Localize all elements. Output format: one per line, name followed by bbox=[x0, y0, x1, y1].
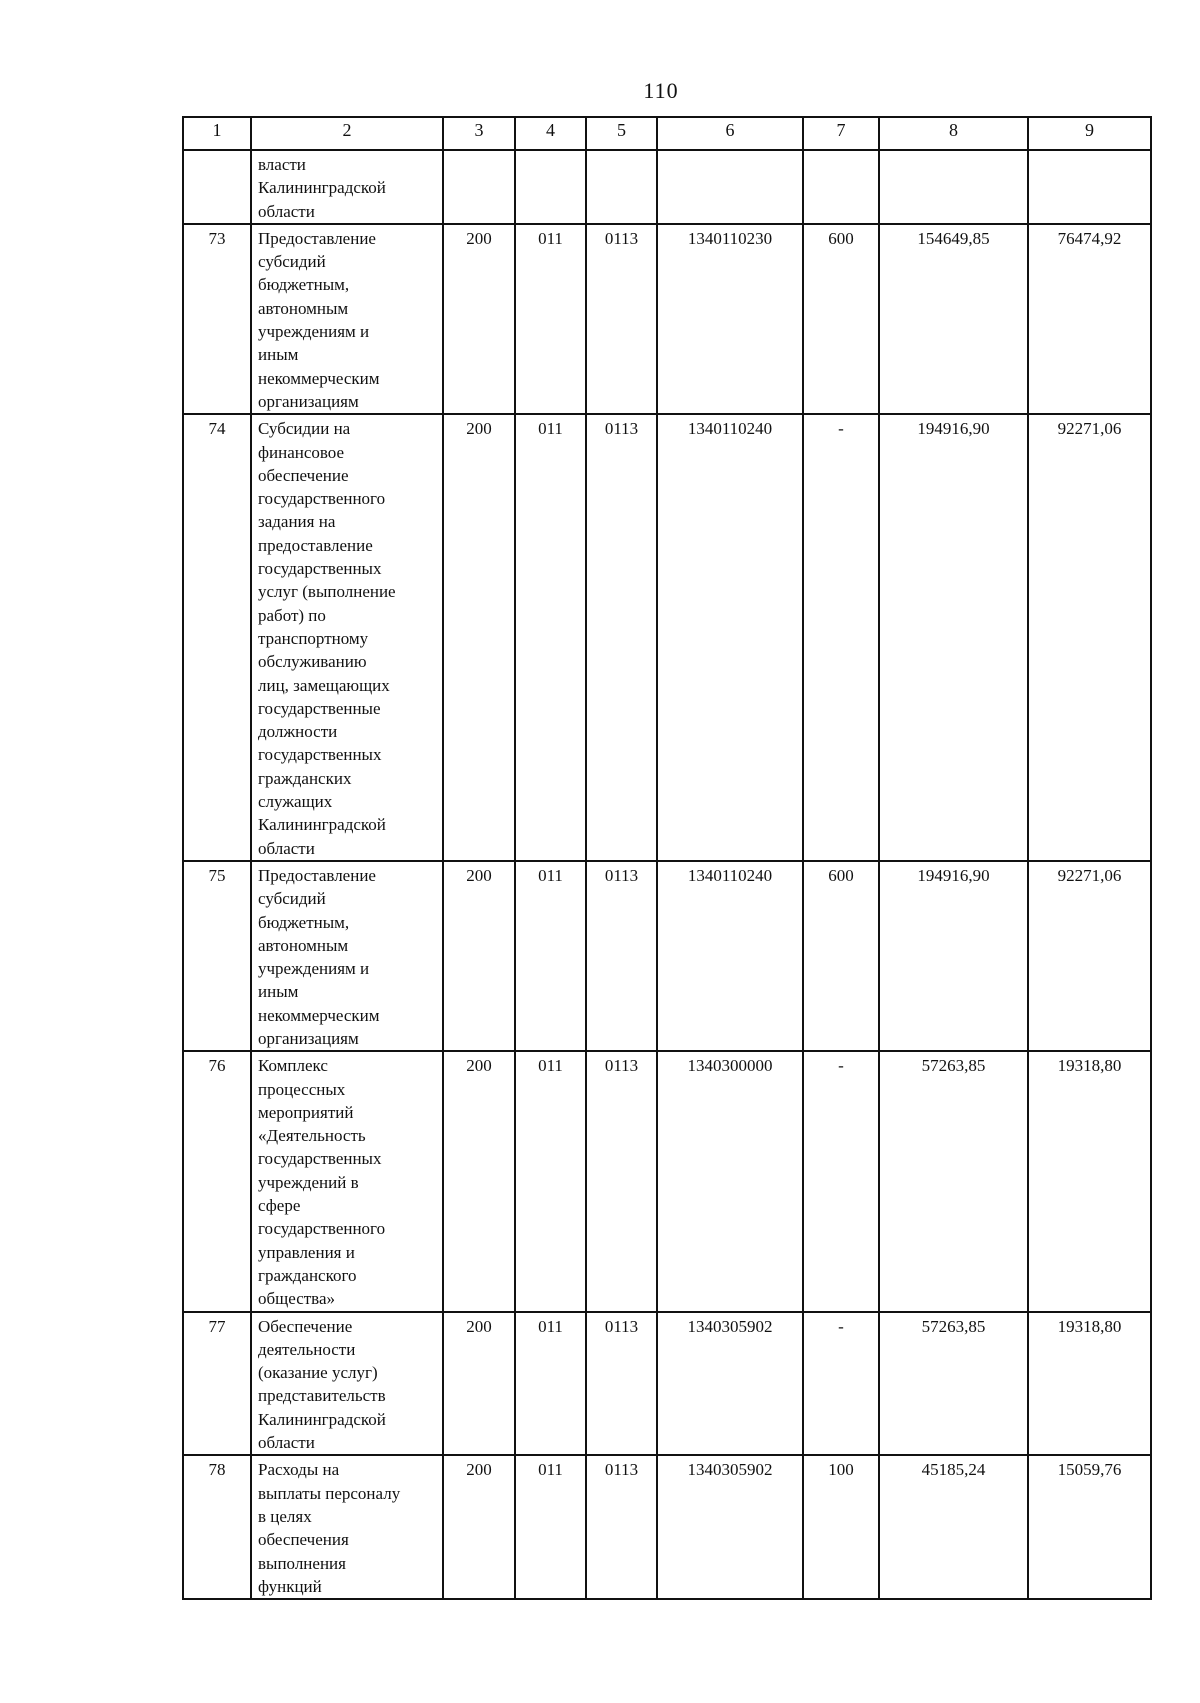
amount-col-9 bbox=[1028, 150, 1151, 224]
item-name: Предоставление субсидий бюджетным, автономным учреждениям и иным некоммерческим организациям bbox=[251, 224, 443, 414]
expense-type-code: 100 bbox=[803, 1455, 879, 1599]
amount-col-8: 57263,85 bbox=[879, 1051, 1028, 1311]
item-name: Предоставление субсидий бюджетным, автономным учреждениям и иным некоммерческим организациям bbox=[251, 861, 443, 1051]
code-col-4: 011 bbox=[515, 1455, 586, 1599]
expense-type-code bbox=[803, 150, 879, 224]
section-code: 0113 bbox=[586, 224, 657, 414]
budget-table bbox=[182, 116, 1152, 1600]
code-col-4: 011 bbox=[515, 414, 586, 861]
target-article-code: 1340305902 bbox=[657, 1312, 803, 1456]
header-cell: 6 bbox=[657, 117, 803, 150]
page-number: 110 bbox=[643, 78, 679, 103]
target-article-code: 1340300000 bbox=[657, 1051, 803, 1311]
admin-code bbox=[443, 150, 515, 224]
code-col-4: 011 bbox=[515, 861, 586, 1051]
header-cell: 8 bbox=[879, 117, 1028, 150]
admin-code: 200 bbox=[443, 1455, 515, 1599]
section-code: 0113 bbox=[586, 1455, 657, 1599]
target-article-code: 1340110230 bbox=[657, 224, 803, 414]
row-number bbox=[183, 150, 251, 224]
row-number: 74 bbox=[183, 414, 251, 861]
row-number: 77 bbox=[183, 1312, 251, 1456]
row-number: 73 bbox=[183, 224, 251, 414]
table-row bbox=[183, 150, 1151, 224]
section-code: 0113 bbox=[586, 1312, 657, 1456]
item-name: Комплекс процессных мероприятий «Деятельность государственных учреждений в сфере государственного управления и гражданского общества» bbox=[251, 1051, 443, 1311]
table-row bbox=[183, 414, 1151, 861]
section-code: 0113 bbox=[586, 414, 657, 861]
header-cell: 3 bbox=[443, 117, 515, 150]
expense-type-code: 600 bbox=[803, 224, 879, 414]
expense-type-code: 600 bbox=[803, 861, 879, 1051]
expense-type-code: - bbox=[803, 1051, 879, 1311]
row-number: 78 bbox=[183, 1455, 251, 1599]
code-col-4 bbox=[515, 150, 586, 224]
item-name: Субсидии на финансовое обеспечение государственного задания на предоставление государственных услуг (выполнение работ) по транспортному обслуживанию лиц, замещающих государственные должности государственных гражданских служащих Калининградской области bbox=[251, 414, 443, 861]
target-article-code bbox=[657, 150, 803, 224]
amount-col-9: 76474,92 bbox=[1028, 224, 1151, 414]
header-cell: 5 bbox=[586, 117, 657, 150]
item-name: Обеспечение деятельности (оказание услуг) представительств Калининградской области bbox=[251, 1312, 443, 1456]
header-cell: 1 bbox=[183, 117, 251, 150]
admin-code: 200 bbox=[443, 1312, 515, 1456]
amount-col-8 bbox=[879, 150, 1028, 224]
header-cell: 2 bbox=[251, 117, 443, 150]
row-number: 76 bbox=[183, 1051, 251, 1311]
amount-col-9: 15059,76 bbox=[1028, 1455, 1151, 1599]
section-code: 0113 bbox=[586, 1051, 657, 1311]
section-code bbox=[586, 150, 657, 224]
amount-col-8: 45185,24 bbox=[879, 1455, 1028, 1599]
table-row bbox=[183, 861, 1151, 1051]
target-article-code: 1340110240 bbox=[657, 414, 803, 861]
header-cell: 9 bbox=[1028, 117, 1151, 150]
code-col-4: 011 bbox=[515, 1051, 586, 1311]
amount-col-9: 19318,80 bbox=[1028, 1051, 1151, 1311]
admin-code: 200 bbox=[443, 1051, 515, 1311]
amount-col-9: 92271,06 bbox=[1028, 414, 1151, 861]
amount-col-9: 92271,06 bbox=[1028, 861, 1151, 1051]
header-cell: 4 bbox=[515, 117, 586, 150]
target-article-code: 1340305902 bbox=[657, 1455, 803, 1599]
table-row bbox=[183, 1455, 1151, 1599]
table-row bbox=[183, 1051, 1151, 1311]
admin-code: 200 bbox=[443, 861, 515, 1051]
amount-col-9: 19318,80 bbox=[1028, 1312, 1151, 1456]
header-cell: 7 bbox=[803, 117, 879, 150]
item-name: Расходы на выплаты персоналу в целях обеспечения выполнения функций bbox=[251, 1455, 443, 1599]
item-name: власти Калининградской области bbox=[251, 150, 443, 224]
admin-code: 200 bbox=[443, 224, 515, 414]
expense-type-code: - bbox=[803, 1312, 879, 1456]
table-row bbox=[183, 1312, 1151, 1456]
code-col-4: 011 bbox=[515, 1312, 586, 1456]
amount-col-8: 154649,85 bbox=[879, 224, 1028, 414]
table-row bbox=[183, 224, 1151, 414]
row-number: 75 bbox=[183, 861, 251, 1051]
expense-type-code: - bbox=[803, 414, 879, 861]
amount-col-8: 194916,90 bbox=[879, 414, 1028, 861]
target-article-code: 1340110240 bbox=[657, 861, 803, 1051]
section-code: 0113 bbox=[586, 861, 657, 1051]
admin-code: 200 bbox=[443, 414, 515, 861]
amount-col-8: 57263,85 bbox=[879, 1312, 1028, 1456]
header-row bbox=[183, 117, 1151, 150]
code-col-4: 011 bbox=[515, 224, 586, 414]
amount-col-8: 194916,90 bbox=[879, 861, 1028, 1051]
